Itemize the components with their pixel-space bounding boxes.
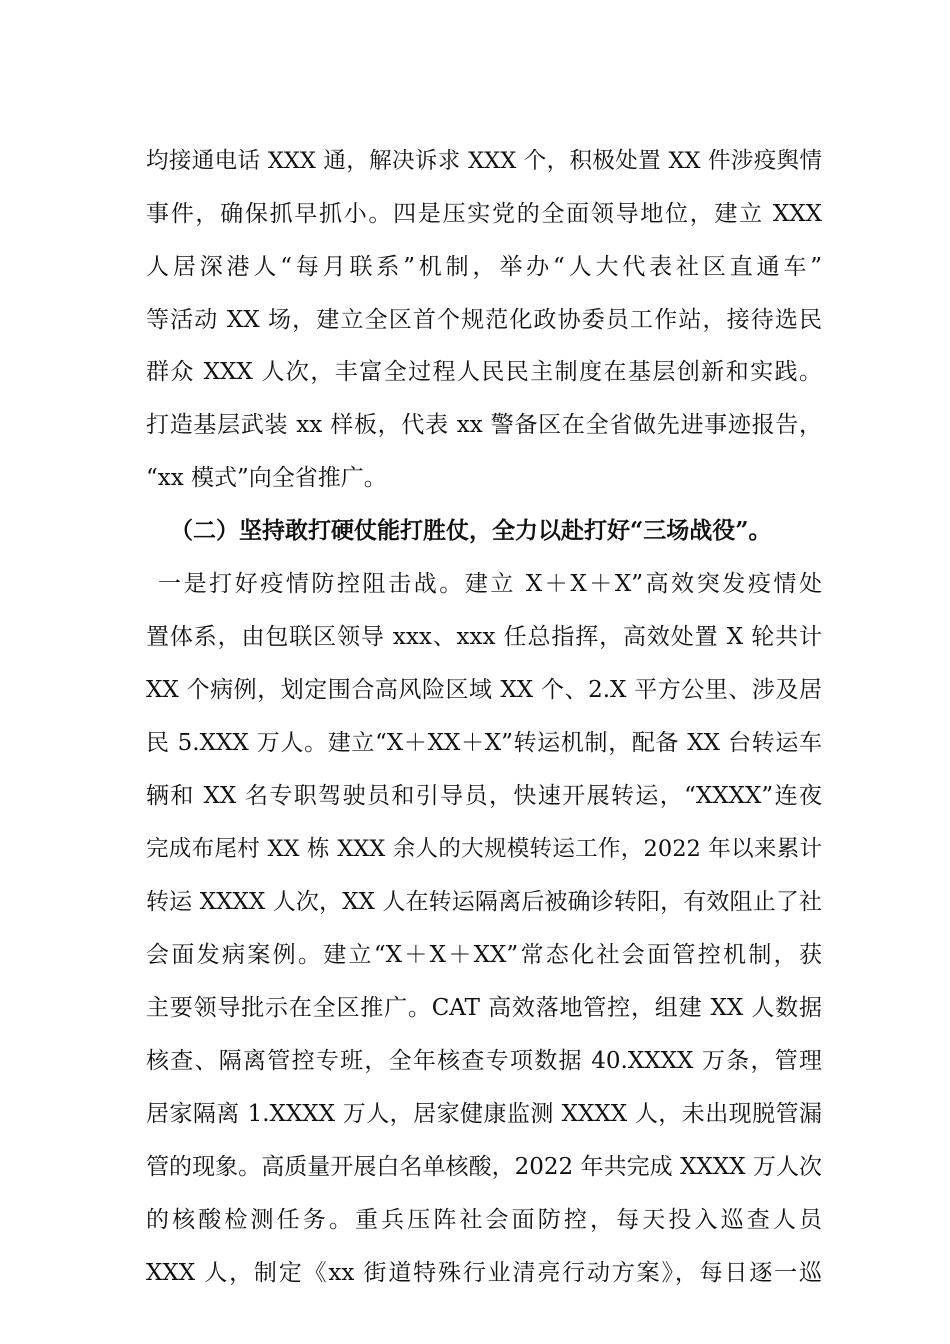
paragraph-2-line-13: 的核酸检测任务。重兵压阵社会面防控，每天投入巡查人员 (146, 1207, 822, 1233)
section-heading: （二）坚持敢打硬仗能打胜仗，全力以赴打好“三场战役”。 (170, 517, 772, 544)
paragraph-2-line-7: 转运 XXXX 人次，XX 人在转运隔离后被确诊转阳，有效阻止了社 (146, 889, 822, 915)
paragraph-2-line-11: 居家隔离 1.XXXX 万人，居家健康监测 XXXX 人，未出现脱管漏 (146, 1101, 822, 1127)
paragraph-1-line-3: 人居深港人“每月联系”机制，举办“人大代表社区直通车” (146, 254, 822, 280)
paragraph-2-line-8: 会面发病案例。建立“X＋X＋XX”常态化社会面管控机制，获 (146, 942, 822, 968)
paragraph-2-line-2: 置体系，由包联区领导 xxx、xxx 任总指挥，高效处置 X 轮共计 (146, 624, 822, 650)
paragraph-2-line-3: XX 个病例，划定围合高风险区域 XX 个、2.X 平方公里、涉及居 (146, 677, 822, 703)
paragraph-1-line-6: 打造基层武装 xx 样板，代表 xx 警备区在全省做先进事迹报告， (146, 412, 822, 438)
paragraph-2-line-12: 管的现象。高质量开展白名单核酸，2022 年共完成 XXXX 万人次 (146, 1154, 822, 1180)
paragraph-1-line-5: 群众 XXX 人次，丰富全过程人民民主制度在基层创新和实践。 (146, 359, 822, 385)
paragraph-1-line-7: “xx 模式”向全省推广。 (146, 465, 387, 491)
paragraph-1-line-2: 事件，确保抓早抓小。四是压实党的全面领导地位，建立 XXX (146, 201, 822, 227)
paragraph-2-line-5: 辆和 XX 名专职驾驶员和引导员，快速开展转运，“XXXX”连夜 (146, 783, 822, 809)
paragraph-2-line-4: 民 5.XXX 万人。建立“X＋XX＋X”转运机制，配备 XX 台转运车 (146, 730, 822, 756)
paragraph-2-line-9: 主要领导批示在全区推广。CAT 高效落地管控，组建 XX 人数据 (146, 995, 822, 1021)
paragraph-2-line-1: 一是打好疫情防控阻击战。建立 X＋X＋X”高效突发疫情处 (158, 571, 822, 597)
paragraph-1-line-1: 均接通电话 XXX 通，解决诉求 XXX 个，积极处置 XX 件涉疫舆情 (146, 148, 822, 174)
paragraph-1-line-4: 等活动 XX 场，建立全区首个规范化政协委员工作站，接待选民 (146, 307, 822, 333)
paragraph-2-line-10: 核查、隔离管控专班，全年核查专项数据 40.XXXX 万条，管理 (146, 1048, 822, 1074)
paragraph-2-line-14: XXX 人，制定《xx 街道特殊行业清亮行动方案》，每日逐一巡 (146, 1260, 822, 1286)
paragraph-2-line-6: 完成布尾村 XX 栋 XXX 余人的大规模转运工作，2022 年以来累计 (146, 836, 822, 862)
